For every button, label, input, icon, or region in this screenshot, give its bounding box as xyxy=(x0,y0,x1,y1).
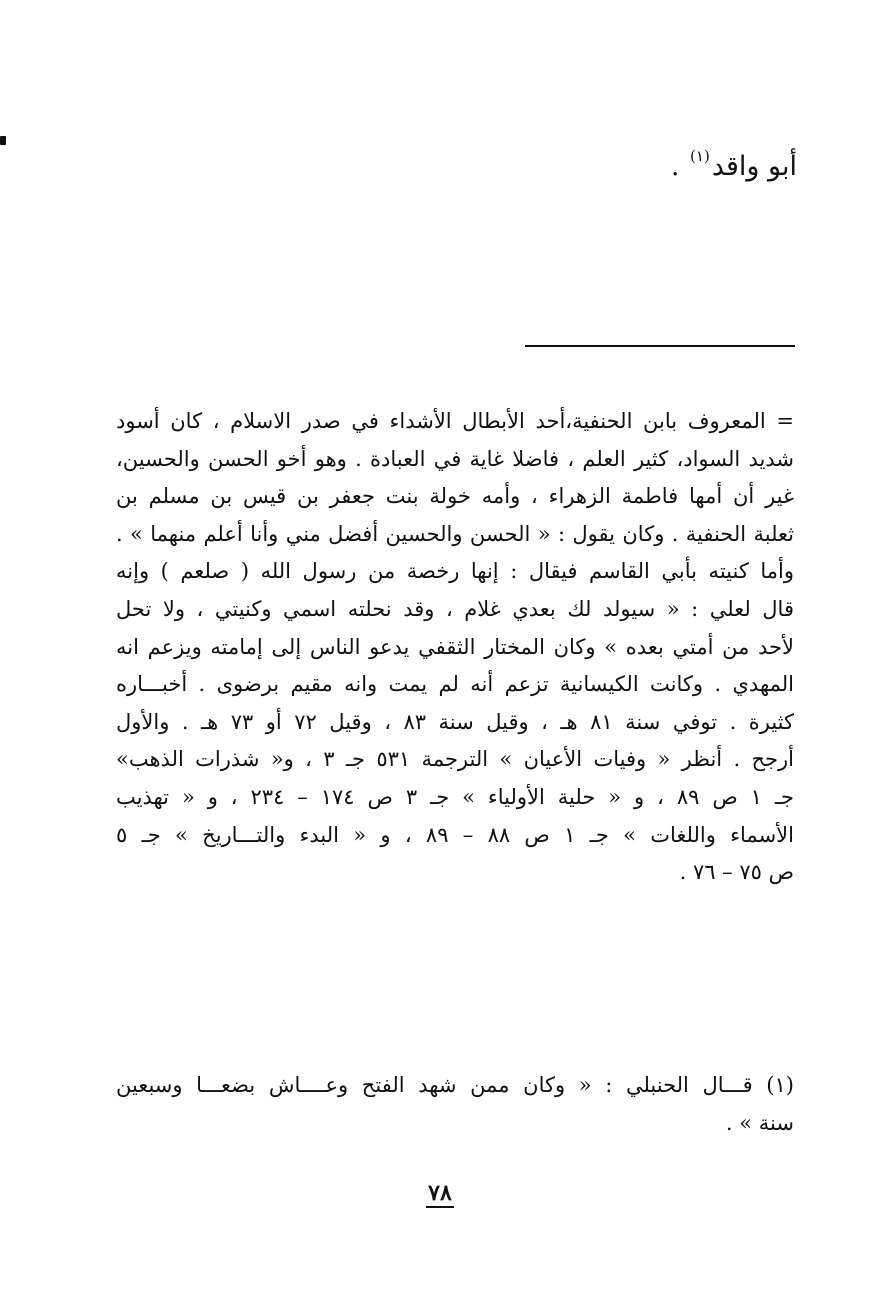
main-text-line xyxy=(671,134,797,189)
note-line: أرجح . أنظر « وفيات الأعيان » الترجمة ٥٣١ جـ ٣ ، و« شذرات الذهب» xyxy=(116,747,794,772)
page-number-text: ٧٨ xyxy=(428,1180,452,1206)
note-line: المهدي . وكانت الكيسانية تزعم أنه لم يمت وانه مقيم برضوى . أخبـــاره xyxy=(116,672,794,697)
note-line: غير أن أمها فاطمة الزهراء ، وأمه خولة بنت جعفر بن قيس بن مسلم بن xyxy=(116,484,794,509)
note-line: جـ ١ ص ٨٩ ، و « حلية الأولياء » جـ ٣ ص ١٧٤ – ٢٣٤ ، و « تهذيب xyxy=(116,784,794,809)
continued-footnote-block xyxy=(116,403,794,892)
footnote-block xyxy=(116,1066,794,1142)
footnote-line: سنة » . xyxy=(725,1111,794,1135)
footnote-separator-rule xyxy=(525,345,795,347)
note-line: ثعلبة الحنفية . وكان يقول : « الحسن والحسين أفضل مني وأنا أعلم منهما » . xyxy=(116,521,794,546)
sentence-end-mark: . xyxy=(670,151,680,182)
footnote-line: (١) قـــال الحنبلي : « وكان ممن شهد الفتح وعــــاش بضعـــا وسبعين xyxy=(116,1073,794,1097)
note-line: لأحد من أمتي بعده » وكان المختار الثقفي يدعو الناس إلى إمامته ويزعم انه xyxy=(116,634,794,659)
note-line: وأما كنيته بأبي القاسم فيقال : إنها رخصة من رسول الله ( صلعم ) وإنه xyxy=(116,559,794,584)
note-line: قال لعلي : « سيولد لك بعدي غلام ، وقد نحلته اسمي وكنيتي ، ولا تحل xyxy=(116,596,794,621)
footnote-reference: (١) xyxy=(690,147,710,165)
note-line: ص ٧٥ – ٧٦ . xyxy=(679,860,794,885)
note-line: = المعروف بابن الحنفية،أحد الأبطال الأشداء في صدر الاسلام ، كان أسود xyxy=(116,409,794,433)
note-line: الأسماء واللغات » جـ ١ ص ٨٨ – ٨٩ ، و « البدء والتـــاريخ » جـ ٥ xyxy=(116,822,794,847)
page-number xyxy=(410,1178,470,1208)
note-line: شديد السواد، كثير العلم ، فاضلا غاية في العبادة . وهو أخو الحسن والحسين، xyxy=(116,446,794,471)
scan-edge-mark xyxy=(0,136,6,145)
note-line: كثيرة . توفي سنة ٨١ هـ ، وقيل سنة ٨٣ ، وقيل ٧٢ أو ٧٣ هـ . والأول xyxy=(116,709,794,734)
narrator-name: أبو واقد xyxy=(711,151,797,182)
